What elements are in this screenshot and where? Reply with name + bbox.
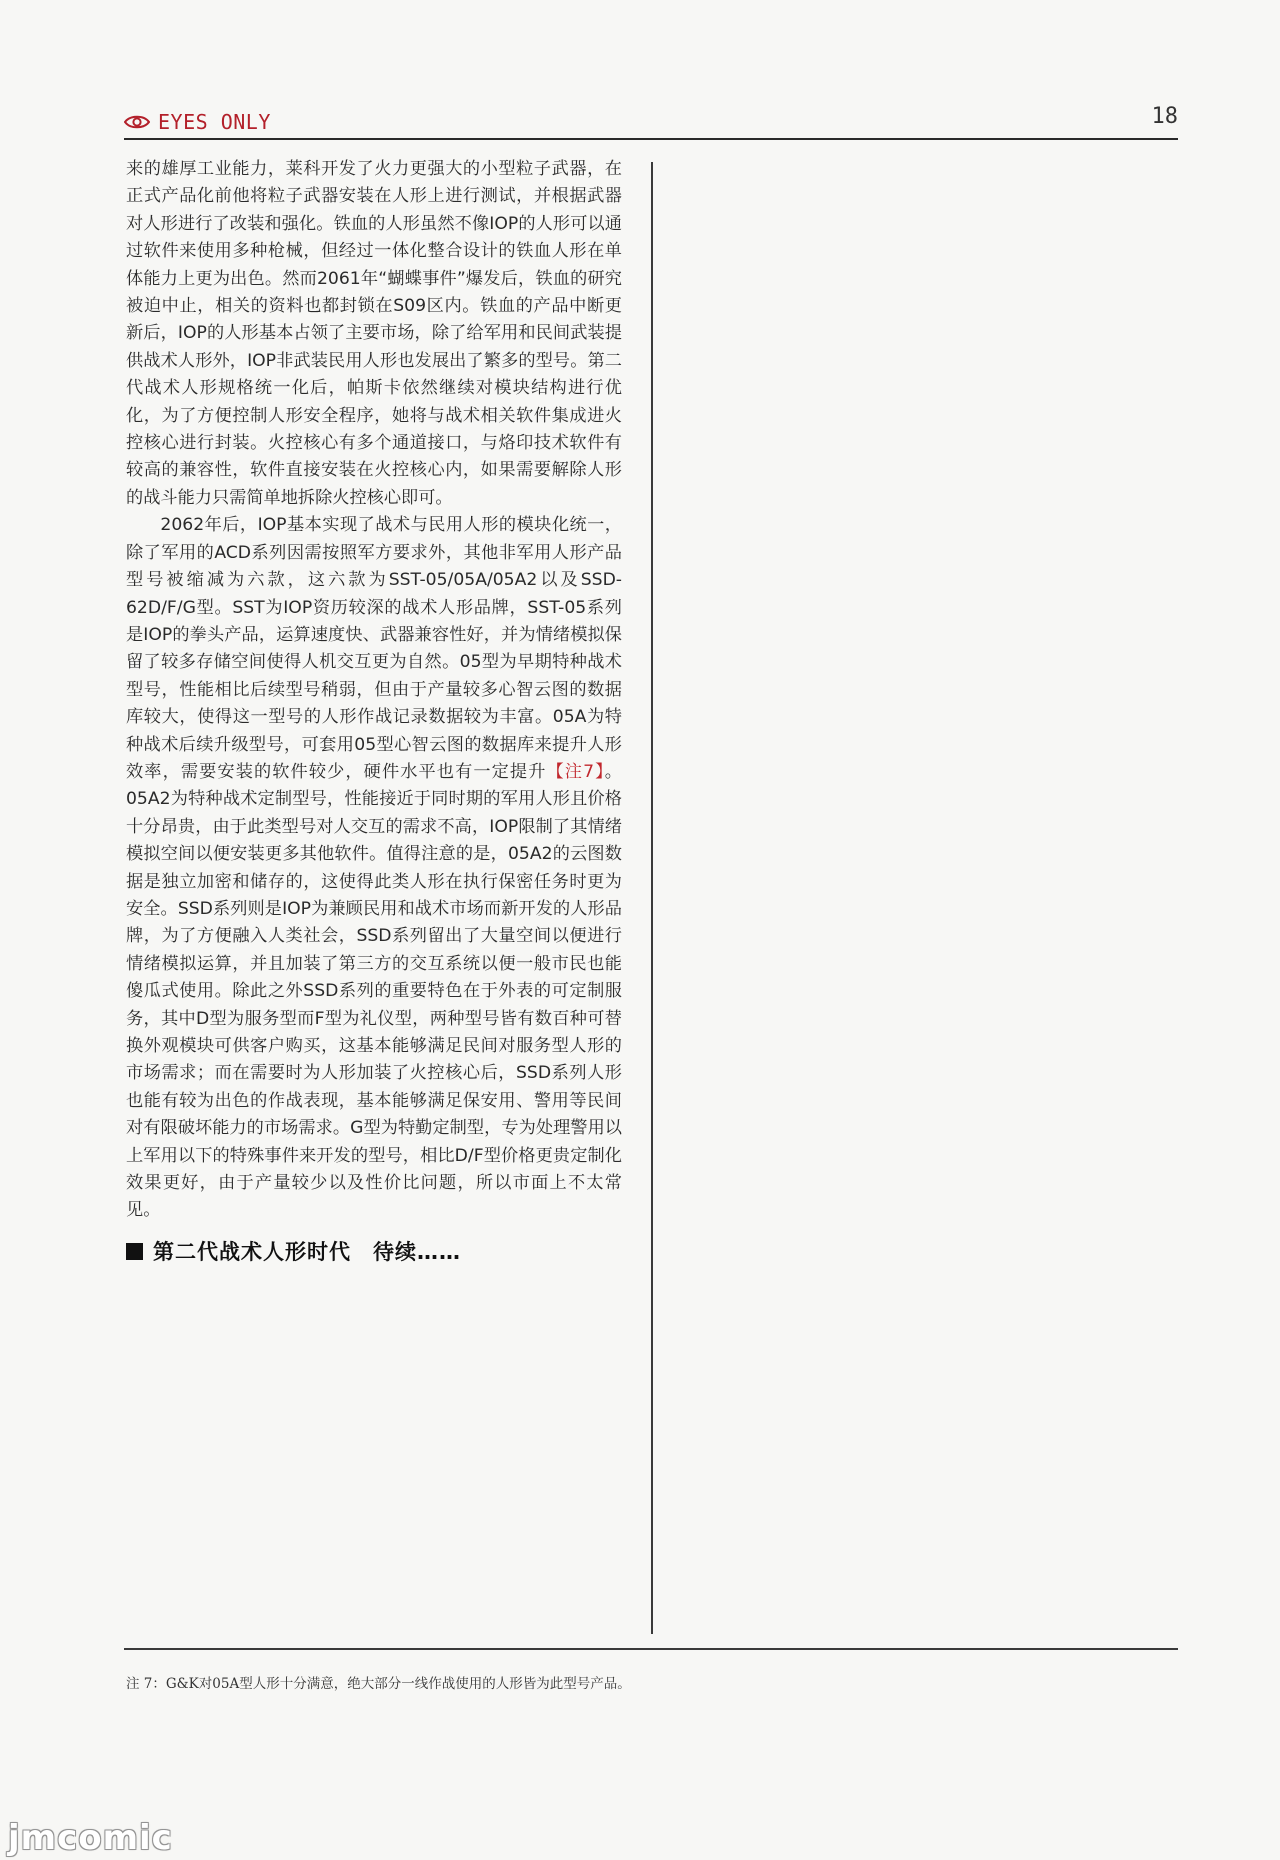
- eye-icon: [124, 114, 150, 130]
- section-heading: [126, 1239, 622, 1266]
- page-header: [124, 104, 1180, 140]
- footnote-reference[interactable]: 【注7】: [546, 761, 605, 782]
- brand: [124, 110, 271, 134]
- watermark-logo: jmcomic: [8, 1818, 173, 1858]
- column-divider: [651, 162, 653, 1634]
- paragraph-1: 来的雄厚工业能力，莱科开发了火力更强大的小型粒子武器，在正式产品化前他将粒子武器安装在人形上进行测试，并根据武器对人形进行了改装和强化。铁血的人形虽然不像IOP的人形可以通过软件来使用多种枪械，但经过一体化整合设计的铁血人形在单体能力上更为出色。然而2061年“蝴蝶事件”爆发后，铁血的研究被迫中止，相关的资料也都封锁在S09区内。铁血的产品中断更新后，IOP的人形基本占领了主要市场，除了给军用和民间武装提供战术人形外，IOP非武装民用人形也发展出了繁多的型号。第二代战术人形规格统一化后，帕斯卡依然继续对模块结构进行优化，为了方便控制人形安全程序，她将与战术相关软件集成进火控核心进行封装。火控核心有多个通道接口，与烙印技术软件有较高的兼容性，软件直接安装在火控核心内，如果需要解除人形的战斗能力只需简单地拆除火控核心即可。: [126, 159, 622, 508]
- brand-label: EYES ONLY: [158, 110, 271, 134]
- paragraph-2-part-a: 2062年后，IOP基本实现了战术与民用人形的模块化统一，除了军用的ACD系列因需按照军方要求外，其他非军用人形产品型号被缩减为六款，这六款为SST-05/05A/05A2以及SSD-62D/F/G型。SST为IOP资历较深的战术人形品牌，SST-05系列是IOP的拳头产品，运算速度快、武器兼容性好，并为情绪模拟保留了较多存储空间使得人机交互更为自然。05型为早期特种战术型号，性能相比后续型号稍弱，但由于产量较多心智云图的数据库较大，使得这一型号的人形作战记录数据较为丰富。05A为特种战术后续升级型号，可套用05型心智云图的数据库来提升人形效率，需要安装的软件较少，硬件水平也有一定提升: [126, 515, 622, 782]
- section-heading-text: 第二代战术人形时代 待续……: [153, 1239, 461, 1264]
- footnote-rule: [124, 1648, 1178, 1650]
- page-number: 18: [1151, 104, 1178, 129]
- square-bullet-icon: [126, 1243, 143, 1260]
- paragraph-2: [126, 512, 622, 1225]
- paragraph-2-part-b: 。05A2为特种战术定制型号，性能接近于同时期的军用人形且价格十分昂贵，由于此类型号对人交互的需求不高，IOP限制了其情绪模拟空间以便安装更多其他软件。值得注意的是，05A2的云图数据是独立加密和储存的，这使得此类人形在执行保密任务时更为安全。SSD系列则是IOP为兼顾民用和战术市场而新开发的人形品牌，为了方便融入人类社会，SSD系列留出了大量空间以便进行情绪模拟运算，并且加装了第三方的交互系统以便一般市民也能傻瓜式使用。除此之外SSD系列的重要特色在于外表的可定制服务，其中D型为服务型而F型为礼仪型，两种型号皆有数百种可替换外观模块可供客户购买，这基本能够满足民间对服务型人形的市场需求；而在需要时为人形加装了火控核心后，SSD系列人形也能有较为出色的作战表现，基本能够满足保安用、警用等民间对有限破坏能力的市场需求。G型为特勤定制型，专为处理警用以上军用以下的特殊事件来开发的型号，相比D/F型价格更贵定制化效果更好，由于产量较少以及性价比问题，所以市面上不太常见。: [126, 761, 622, 1221]
- main-column: [126, 156, 622, 1266]
- footnote: 注 7：G&K对05A型人形十分满意，绝大部分一线作战使用的人形皆为此型号产品。: [126, 1676, 631, 1692]
- header-rule: [124, 138, 1178, 140]
